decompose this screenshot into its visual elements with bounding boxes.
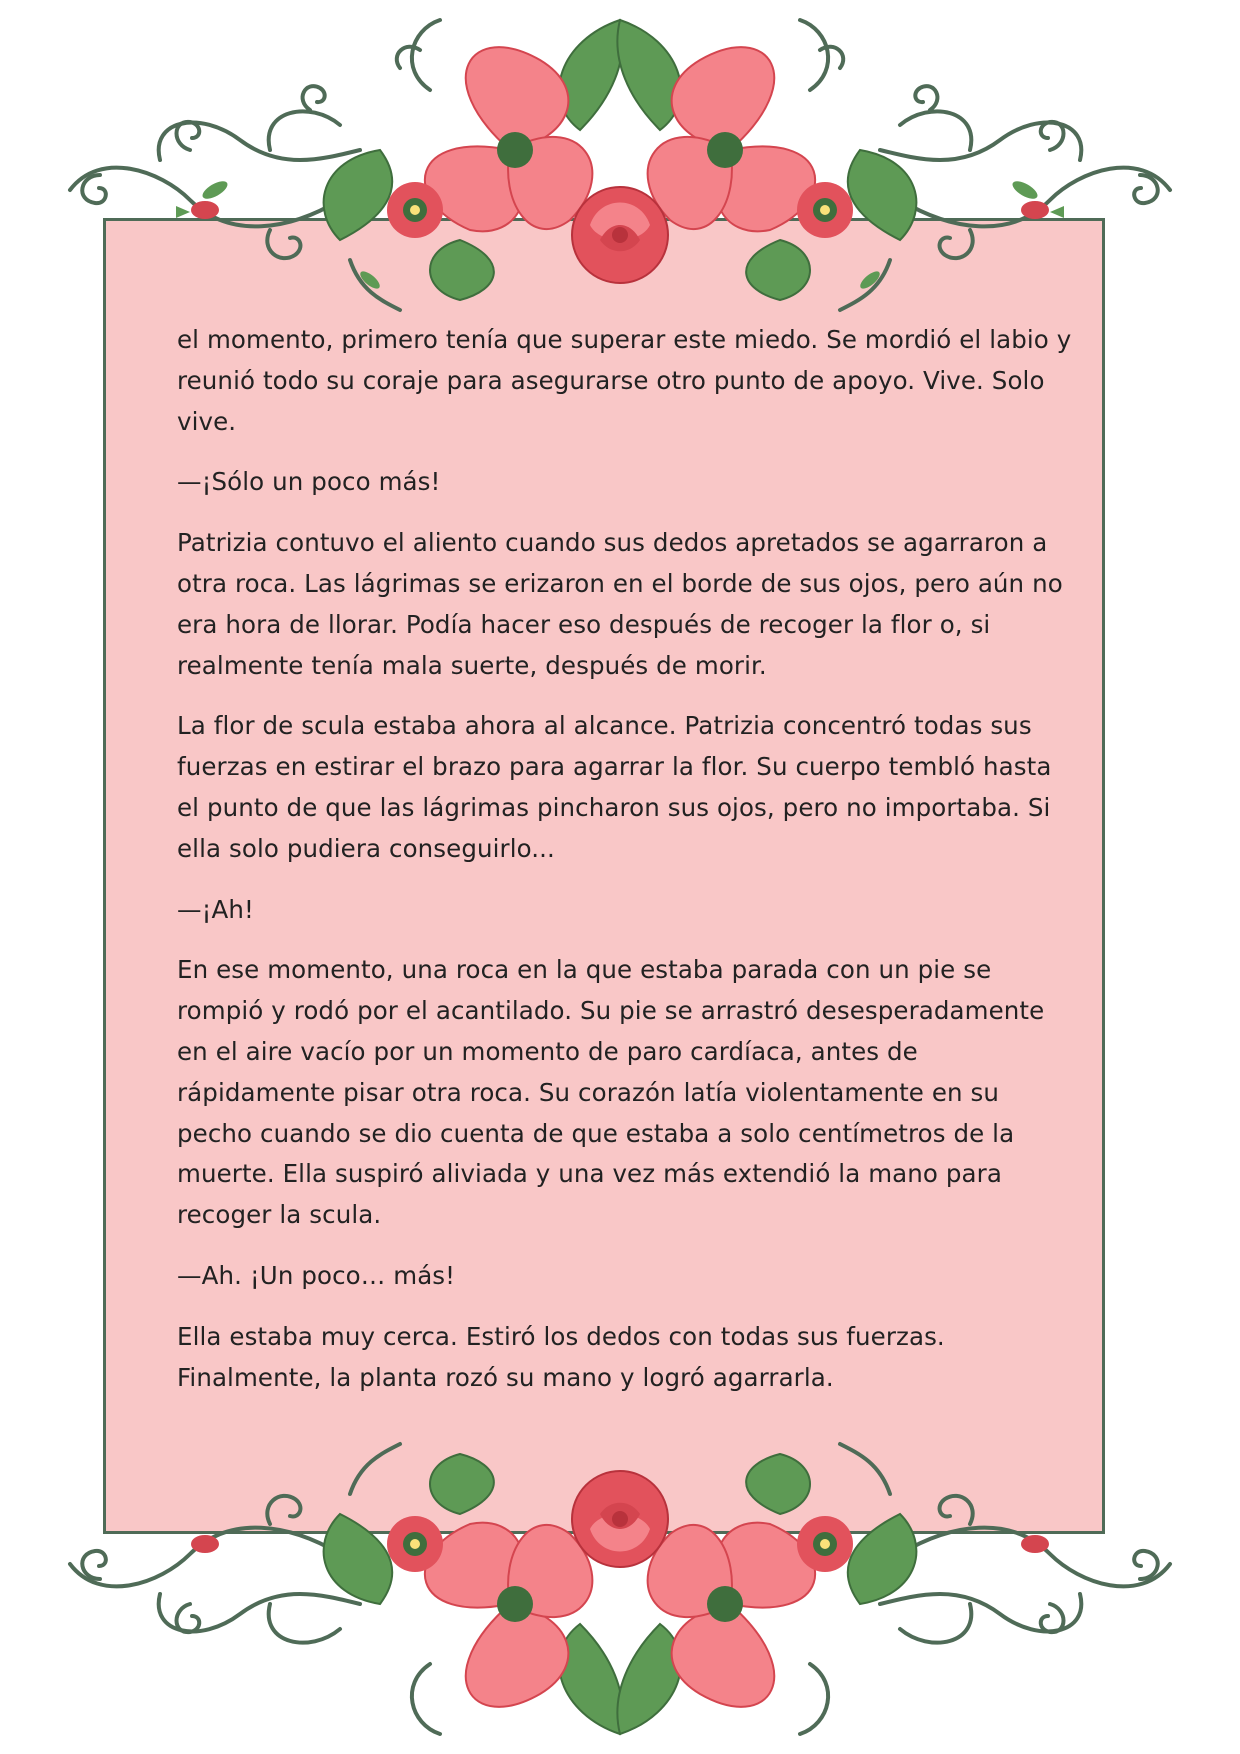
paragraph: el momento, primero tenía que superar este miedo. Se mordió el labio y reunió todo su coraje para asegurarse otro punto de apoyo. Vive. Solo vive. <box>177 325 1072 436</box>
paragraph: En ese momento, una roca en la que estaba parada con un pie se rompió y rodó por el acantilado. Su pie se arrastró desesperadamente en el aire vacío por un momento de paro cardíaca, antes de rápidamente pisar otra roca. Su corazón latía violentamente en su pecho cuando se dio cuenta de que estaba a solo centímetros de la muerte. Ella suspiró aliviada y una vez más extendió la mano para recoger la scula. <box>177 955 1045 1230</box>
dialogue-line: —¡Ah! <box>177 894 254 924</box>
floral-ornament-top-icon <box>40 0 1200 340</box>
paragraph: Ella estaba muy cerca. Estiró los dedos con todas sus fuerzas. Finalmente, la planta rozó su mano y logró agarrarla. <box>177 1321 945 1392</box>
story-text <box>177 320 1077 1418</box>
dialogue-line: —¡Sólo un poco más! <box>177 467 441 497</box>
paragraph: La flor de scula estaba ahora al alcance. Patrizia concentró todas sus fuerzas en estirar el brazo para agarrar la flor. Su cuerpo tembló hasta el punto de que las lágrimas pincharon sus ojos, pero no importaba. Si ella solo pudiera conseguirlo... <box>177 711 1052 863</box>
dialogue-line: —Ah. ¡Un poco… más! <box>177 1260 456 1290</box>
floral-ornament-bottom-icon <box>40 1414 1200 1754</box>
paragraph: Patrizia contuvo el aliento cuando sus dedos apretados se agarraron a otra roca. Las lágrimas se erizaron en el borde de sus ojos, pero aún no era hora de llorar. Podía hacer eso después de recoger la flor o, si realmente tenía mala suerte, después de morir. <box>177 528 1063 680</box>
